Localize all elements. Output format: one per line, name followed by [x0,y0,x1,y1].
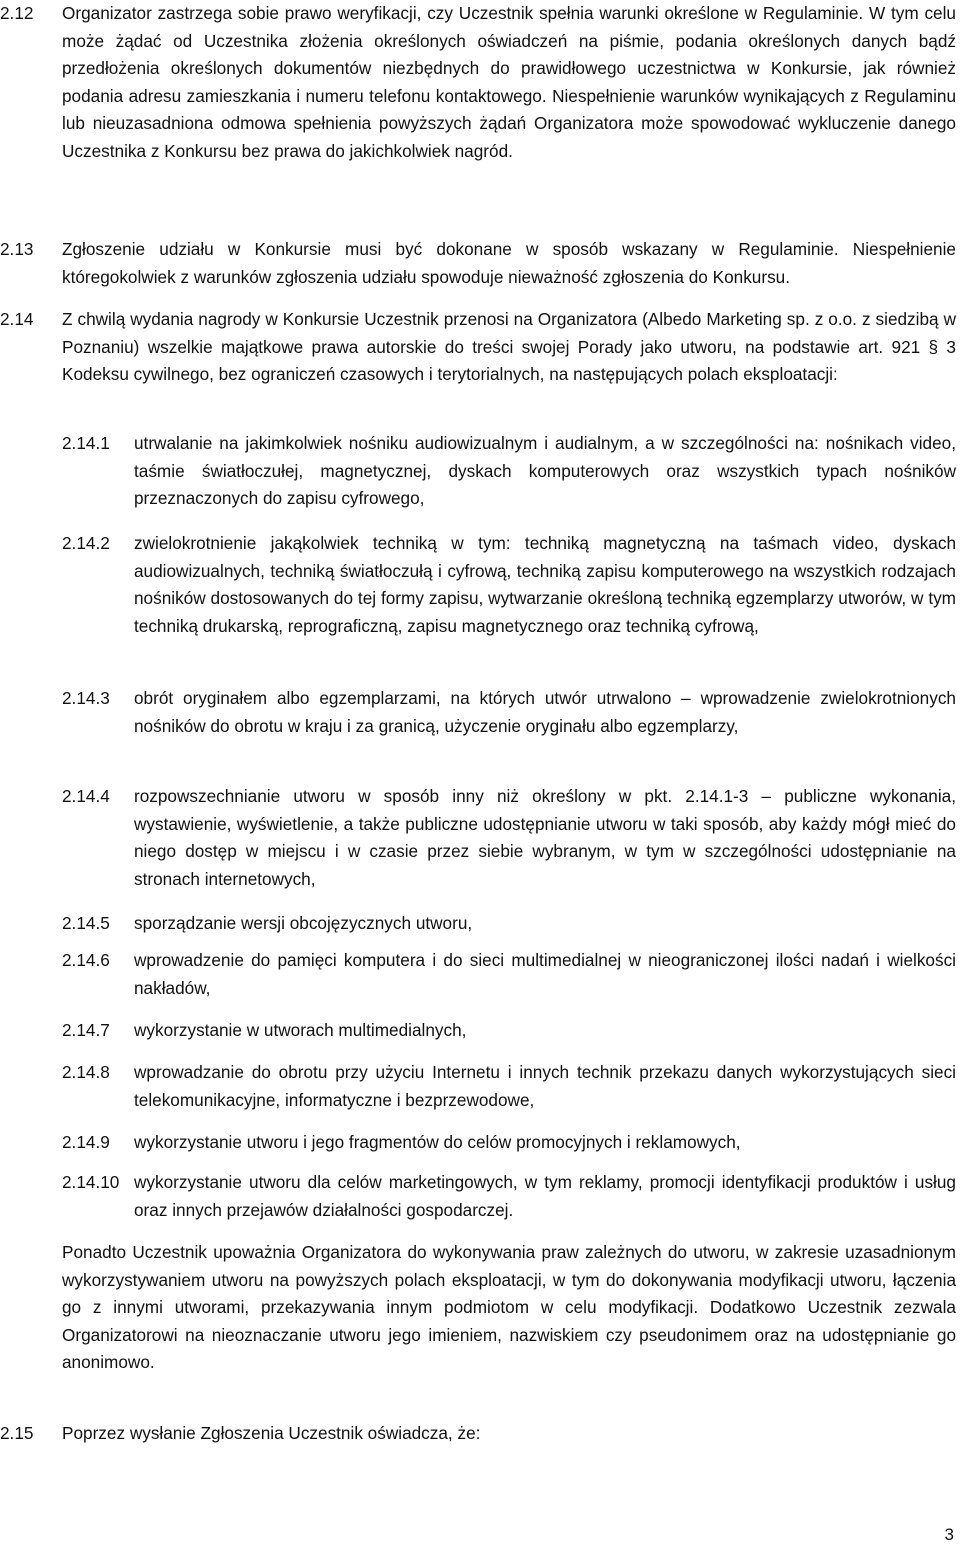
clause-2-12 [0,0,956,165]
clause-text: Poprzez wysłanie Zgłoszenia Uczestnik oświadcza, że: [62,1423,481,1443]
subitem-2-14-9 [62,1129,956,1157]
subitem-text: utrwalanie na jakimkolwiek nośniku audiowizualnym i audialnym, a w szczególności na: nośnikach video, taśmie światłoczułej, magnetycznej, dyskach komputerowych oraz wszystkich typach nośników przeznaczonych do zapisu cyfrowego, [134,433,956,508]
clause-text: Zgłoszenie udziału w Konkursie musi być dokonane w sposób wskazany w Regulaminie. Niespełnienie któregokolwiek z warunków zgłoszenia udziału spowoduje nieważność zgłoszenia do Konkursu. [62,239,956,287]
body-paragraph: Ponadto Uczestnik upoważnia Organizatora do wykonywania praw zależnych do utworu, w zakresie uzasadnionym wykorzystywaniem utworu na powyższych polach eksploatacji, w tym do dokonywania modyfikacji utworu, łączenia go z innymi utworami, przekazywania innym podmiotom w celu modyfikacji. Dodatkowo Uczestnik zezwala Organizatorowi na nieoznaczanie utworu jego imieniem, nazwiskiem czy pseudonimem oraz na udostępnianie go anonimowo. [62,1242,956,1372]
subitem-2-14-10 [62,1169,956,1224]
subitem-2-14-2 [62,530,956,640]
page-number: 3 [944,1525,954,1544]
subitem-2-14-7 [62,1017,956,1045]
subitem-2-14-4 [62,783,956,893]
subitem-2-14-3 [62,685,956,740]
subitem-number: 2.14.5 [62,913,110,933]
subitem-number: 2.14.9 [62,1132,110,1152]
subitem-number: 2.14.7 [62,1020,110,1040]
subitem-number: 2.14.2 [62,533,110,553]
subitem-number: 2.14.3 [62,688,110,708]
subitem-number: 2.14.8 [62,1062,110,1082]
clause-number: 2.15 [0,1423,34,1443]
subitem-text: wykorzystanie utworu i jego fragmentów do celów promocyjnych i reklamowych, [134,1132,741,1152]
subitem-2-14-8 [62,1059,956,1114]
clause-number: 2.14 [0,309,34,329]
subitem-text: wykorzystanie utworu dla celów marketingowych, w tym reklamy, promocji identyfikacji produktów i usług oraz innych przejawów działalności gospodarczej. [134,1172,956,1220]
clause-2-13 [0,236,956,291]
subitem-text: wprowadzanie do obrotu przy użyciu Internetu i innych technik przekazu danych wykorzystujących sieci telekomunikacyjne, informatyczne i bezprzewodowe, [134,1062,956,1110]
subitem-2-14-5 [62,910,956,938]
clause-2-15 [0,1420,956,1448]
subitem-number: 2.14.1 [62,433,110,453]
clause-number: 2.13 [0,239,34,259]
clause-text: Z chwilą wydania nagrody w Konkursie Uczestnik przenosi na Organizatora (Albedo Marketing sp. z o.o. z siedzibą w Poznaniu) wszelkie majątkowe prawa autorskie do treści swojej Porady jako utworu, na podstawie art. 921 § 3 Kodeksu cywilnego, bez ograniczeń czasowych i terytorialnych, na następujących polach eksploatacji: [62,309,956,384]
clause-2-14 [0,306,956,389]
subitem-text: sporządzanie wersji obcojęzycznych utworu, [134,913,473,933]
subitem-text: wykorzystanie w utworach multimedialnych, [134,1020,467,1040]
subitem-number: 2.14.4 [62,786,110,806]
subitem-number: 2.14.10 [62,1172,120,1192]
subitem-2-14-6 [62,947,956,1002]
clause-text: Organizator zastrzega sobie prawo weryfikacji, czy Uczestnik spełnia warunki określone w Regulaminie. W tym celu może żądać od Uczestnika złożenia określonych oświadczeń na piśmie, podania określonych danych bądź przedłożenia określonych dokumentów niezbędnych do prawidłowego uczestnictwa w Konkursie, jak również podania adresu zamieszkania i numeru telefonu kontaktowego. Niespełnienie warunków wynikających z Regulaminu lub nieuzasadniona odmowa spełnienia powyższych żądań Organizatora może spowodować wykluczenie danego Uczestnika z Konkursu bez prawa do jakichkolwiek nagród. [62,3,956,161]
subitem-text: zwielokrotnienie jakąkolwiek techniką w tym: techniką magnetyczną na taśmach video, dyskach audiowizualnych, techniką światłoczułą i cyfrową, techniką zapisu komputerowego na wszystkich rodzajach nośników dostosowanych do tej formy zapisu, wytwarzanie określoną techniką egzemplarzy utworów, w tym techniką drukarską, reprograficzną, zapisu magnetycznego oraz techniką cyfrową, [134,533,956,636]
subitem-text: obrót oryginałem albo egzemplarzami, na których utwór utrwalono – wprowadzenie zwielokrotnionych nośników do obrotu w kraju i za granicą, użyczenie oryginału albo egzemplarzy, [134,688,956,736]
subitem-2-14-1 [62,430,956,513]
subitem-text: wprowadzenie do pamięci komputera i do sieci multimedialnej w nieograniczonej ilości nadań i wielkości nakładów, [134,950,956,998]
subitem-text: rozpowszechnianie utworu w sposób inny niż określony w pkt. 2.14.1-3 – publiczne wykonania, wystawienie, wyświetlenie, a także publiczne udostępnianie utworu w taki sposób, aby każdy mógł mieć do niego dostęp w miejscu i w czasie przez siebie wybranym, w tym w szczególności udostępnianie na stronach internetowych, [134,786,956,889]
subitem-number: 2.14.6 [62,950,110,970]
clause-number: 2.12 [0,3,34,23]
